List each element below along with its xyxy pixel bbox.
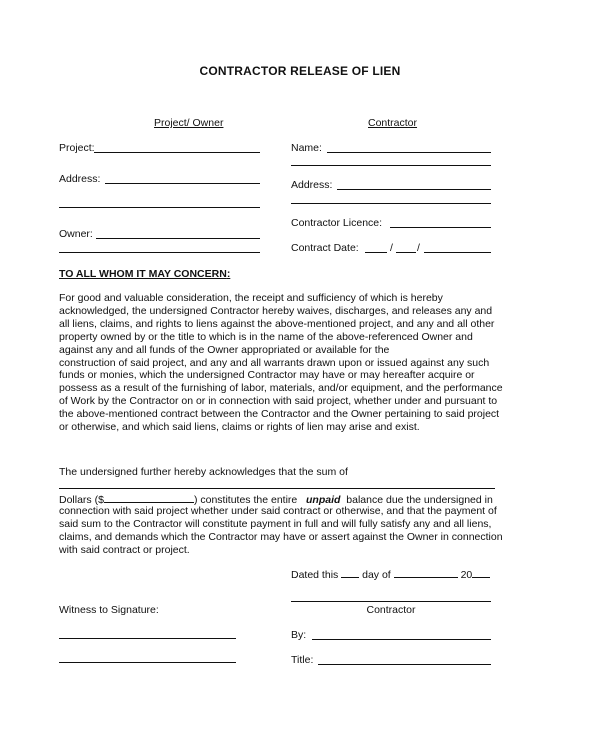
project-owner-heading: Project/ Owner bbox=[154, 117, 224, 129]
owner-field-1[interactable] bbox=[96, 238, 260, 239]
contract-date-sep-2: / bbox=[417, 242, 420, 254]
witness-signature-field-1[interactable] bbox=[59, 638, 236, 639]
contract-date-month-field[interactable] bbox=[365, 252, 387, 253]
contractor-address-field-2[interactable] bbox=[291, 203, 491, 204]
payment-line: said sum to the Contractor will constitute payment in full and will fully satisfy any and all liens, bbox=[59, 517, 492, 530]
dollar-amount-field[interactable] bbox=[104, 492, 194, 503]
contract-date-label: Contract Date: bbox=[291, 242, 359, 254]
body-line: the above-mentioned contract between the Contractor and the Owner pertaining to said project bbox=[59, 408, 500, 421]
contractor-name-label: Name: bbox=[291, 142, 322, 154]
dated-year-prefix: 20 bbox=[460, 569, 473, 581]
body-line: For good and valuable consideration, the receipt and sufficiency of which is hereby bbox=[59, 292, 443, 304]
witness-label: Witness to Signature: bbox=[59, 604, 159, 616]
owner-address-field-1[interactable] bbox=[105, 183, 260, 184]
contractor-signature-field[interactable] bbox=[291, 601, 491, 602]
contractor-signature-label: Contractor bbox=[366, 604, 416, 616]
contractor-heading: Contractor bbox=[368, 117, 418, 129]
body-line: possess as a result of the furnishing of labor, materials, and/or equipment, and the performance bbox=[59, 382, 503, 395]
dated-month-field[interactable] bbox=[394, 567, 458, 578]
owner-address-label: Address: bbox=[59, 173, 101, 185]
payment-line: with said contract or project. bbox=[59, 543, 190, 556]
payment-line: connection with said project whether under said contract or otherwise, and that the payment of bbox=[59, 505, 497, 517]
body-line: all liens, claims, and rights to liens against the above-mentioned project, and any and all other bbox=[59, 317, 495, 330]
project-label: Project: bbox=[59, 142, 95, 154]
body-line: acknowledged, the undersigned Contractor hereby waives, discharges, and releases any and bbox=[59, 304, 493, 317]
salutation-heading bbox=[59, 268, 230, 280]
contract-date-day-field[interactable] bbox=[396, 252, 416, 253]
project-field[interactable] bbox=[94, 152, 260, 153]
owner-address-field-2[interactable] bbox=[59, 207, 260, 208]
owner-label: Owner: bbox=[59, 228, 93, 240]
body-line: of Work by the Contractor on or in connection with said project, whether under and pursuant to bbox=[59, 395, 498, 408]
by-label: By: bbox=[291, 629, 307, 641]
release-paragraph bbox=[59, 292, 503, 434]
payment-line: claims, and demands which the Contractor may have or assert against the Owner in connection bbox=[59, 530, 503, 543]
contract-date-sep-1: / bbox=[390, 242, 393, 254]
contractor-address-label: Address: bbox=[291, 179, 333, 191]
document-title: CONTRACTOR RELEASE OF LIEN bbox=[199, 64, 401, 78]
dollars-mid: ) constitutes the entire bbox=[193, 494, 298, 506]
dated-prefix: Dated this bbox=[291, 569, 339, 581]
contractor-address-field-1[interactable] bbox=[337, 189, 491, 190]
dated-year-field[interactable] bbox=[472, 567, 490, 578]
body-line: against any and all funds of the Owner appropriated or available for the bbox=[59, 343, 390, 356]
title-field[interactable] bbox=[318, 664, 491, 665]
contractor-licence-field[interactable] bbox=[390, 227, 491, 228]
witness-signature-field-2[interactable] bbox=[59, 662, 236, 663]
body-line: property owned by or the title to which is in the name of the above-referenced Owner and bbox=[59, 330, 473, 343]
owner-field-2[interactable] bbox=[59, 252, 260, 253]
dollars-line bbox=[59, 492, 493, 506]
salutation-colon: : bbox=[226, 268, 231, 280]
contractor-licence-label: Contractor Licence: bbox=[291, 217, 383, 229]
acknowledge-line: The undersigned further hereby acknowledges that the sum of bbox=[59, 466, 348, 478]
contract-date-year-field[interactable] bbox=[424, 252, 491, 253]
unpaid-emphasis: unpaid bbox=[306, 494, 341, 506]
body-line: construction of said project, and any and all warrants drawn upon or issued against any such bbox=[59, 356, 490, 369]
salutation-text: TO ALL WHOM IT MAY CONCERN bbox=[59, 268, 227, 280]
body-line: or otherwise, and which said liens, claims or rights of lien may arise and exist. bbox=[59, 421, 420, 434]
payment-paragraph bbox=[59, 505, 503, 557]
title-label: Title: bbox=[291, 654, 314, 666]
contractor-name-field-1[interactable] bbox=[327, 152, 491, 153]
by-field[interactable] bbox=[312, 639, 491, 640]
amount-words-field[interactable] bbox=[59, 488, 495, 489]
contractor-name-field-2[interactable] bbox=[291, 165, 491, 166]
dollars-suffix: balance due the undersigned in bbox=[346, 494, 493, 506]
dollars-prefix: Dollars ($ bbox=[59, 494, 104, 506]
dated-day-field[interactable] bbox=[341, 567, 359, 578]
body-line: funds or monies, which the undersigned Contractor may have or may hereafter acquire or bbox=[59, 369, 475, 382]
dated-day-of: day of bbox=[362, 569, 391, 581]
dated-line bbox=[291, 567, 490, 581]
